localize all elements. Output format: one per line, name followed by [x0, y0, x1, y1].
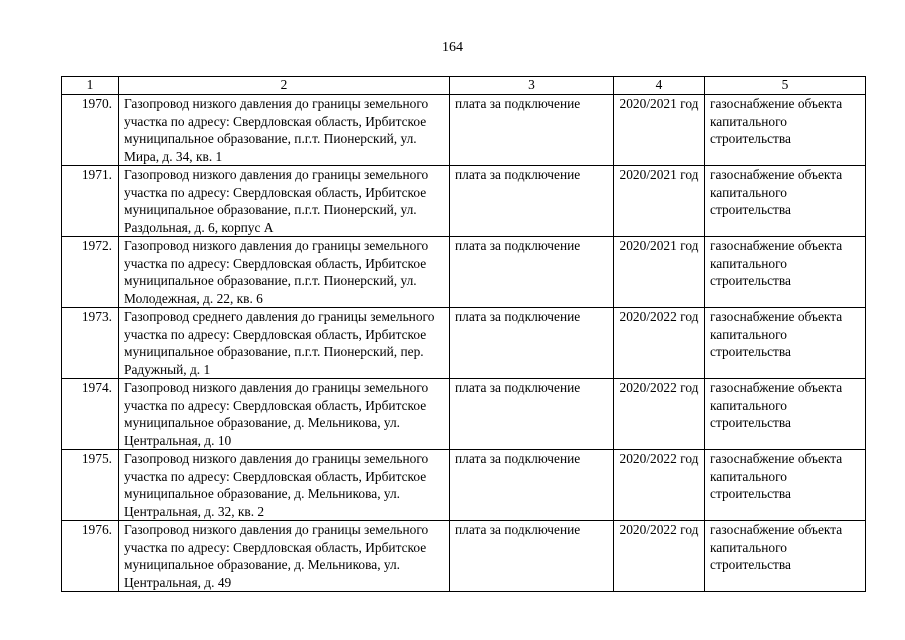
table-row [62, 308, 866, 379]
table-row [62, 521, 866, 592]
column-header: 1 [62, 77, 119, 95]
document-table [61, 76, 866, 592]
object-description: Газопровод среднего давления до границы земельного участка по адресу: Свердловская область, Ирбитское муниципальное образование, п.г.т. Пионерский, пер. Радужный, д. 1 [119, 308, 450, 379]
period-year: 2020/2022 год [614, 450, 705, 521]
period-year: 2020/2021 год [614, 166, 705, 237]
fee-type: плата за подключение [450, 95, 614, 166]
period-year: 2020/2021 год [614, 95, 705, 166]
table-row [62, 379, 866, 450]
purpose: газоснабжение объекта капитального строительства [705, 521, 866, 592]
column-header: 3 [450, 77, 614, 95]
period-year: 2020/2021 год [614, 237, 705, 308]
period-year: 2020/2022 год [614, 521, 705, 592]
table-row [62, 166, 866, 237]
object-description: Газопровод низкого давления до границы земельного участка по адресу: Свердловская область, Ирбитское муниципальное образование, п.г.т. Пионерский, ул. Раздольная, д. 6, корпус А [119, 166, 450, 237]
object-description: Газопровод низкого давления до границы земельного участка по адресу: Свердловская область, Ирбитское муниципальное образование, д. Мельникова, ул. Центральная, д. 10 [119, 379, 450, 450]
table-header-row [62, 77, 866, 95]
row-number: 1975. [62, 450, 119, 521]
table-row [62, 237, 866, 308]
fee-type: плата за подключение [450, 166, 614, 237]
object-description: Газопровод низкого давления до границы земельного участка по адресу: Свердловская область, Ирбитское муниципальное образование, п.г.т. Пионерский, ул. Молодежная, д. 22, кв. 6 [119, 237, 450, 308]
fee-type: плата за подключение [450, 521, 614, 592]
table-row [62, 450, 866, 521]
row-number: 1974. [62, 379, 119, 450]
object-description: Газопровод низкого давления до границы земельного участка по адресу: Свердловская область, Ирбитское муниципальное образование, д. Мельникова, ул. Центральная, д. 32, кв. 2 [119, 450, 450, 521]
period-year: 2020/2022 год [614, 379, 705, 450]
row-number: 1972. [62, 237, 119, 308]
purpose: газоснабжение объекта капитального строительства [705, 379, 866, 450]
purpose: газоснабжение объекта капитального строительства [705, 308, 866, 379]
row-number: 1971. [62, 166, 119, 237]
fee-type: плата за подключение [450, 450, 614, 521]
column-header: 4 [614, 77, 705, 95]
row-number: 1970. [62, 95, 119, 166]
page-number: 164 [442, 40, 463, 55]
fee-type: плата за подключение [450, 237, 614, 308]
column-header: 2 [119, 77, 450, 95]
row-number: 1976. [62, 521, 119, 592]
period-year: 2020/2022 год [614, 308, 705, 379]
table-row [62, 95, 866, 166]
fee-type: плата за подключение [450, 379, 614, 450]
purpose: газоснабжение объекта капитального строительства [705, 95, 866, 166]
object-description: Газопровод низкого давления до границы земельного участка по адресу: Свердловская область, Ирбитское муниципальное образование, д. Мельникова, ул. Центральная, д. 49 [119, 521, 450, 592]
purpose: газоснабжение объекта капитального строительства [705, 166, 866, 237]
row-number: 1973. [62, 308, 119, 379]
fee-type: плата за подключение [450, 308, 614, 379]
purpose: газоснабжение объекта капитального строительства [705, 450, 866, 521]
column-header: 5 [705, 77, 866, 95]
purpose: газоснабжение объекта капитального строительства [705, 237, 866, 308]
object-description: Газопровод низкого давления до границы земельного участка по адресу: Свердловская область, Ирбитское муниципальное образование, п.г.т. Пионерский, ул. Мира, д. 34, кв. 1 [119, 95, 450, 166]
